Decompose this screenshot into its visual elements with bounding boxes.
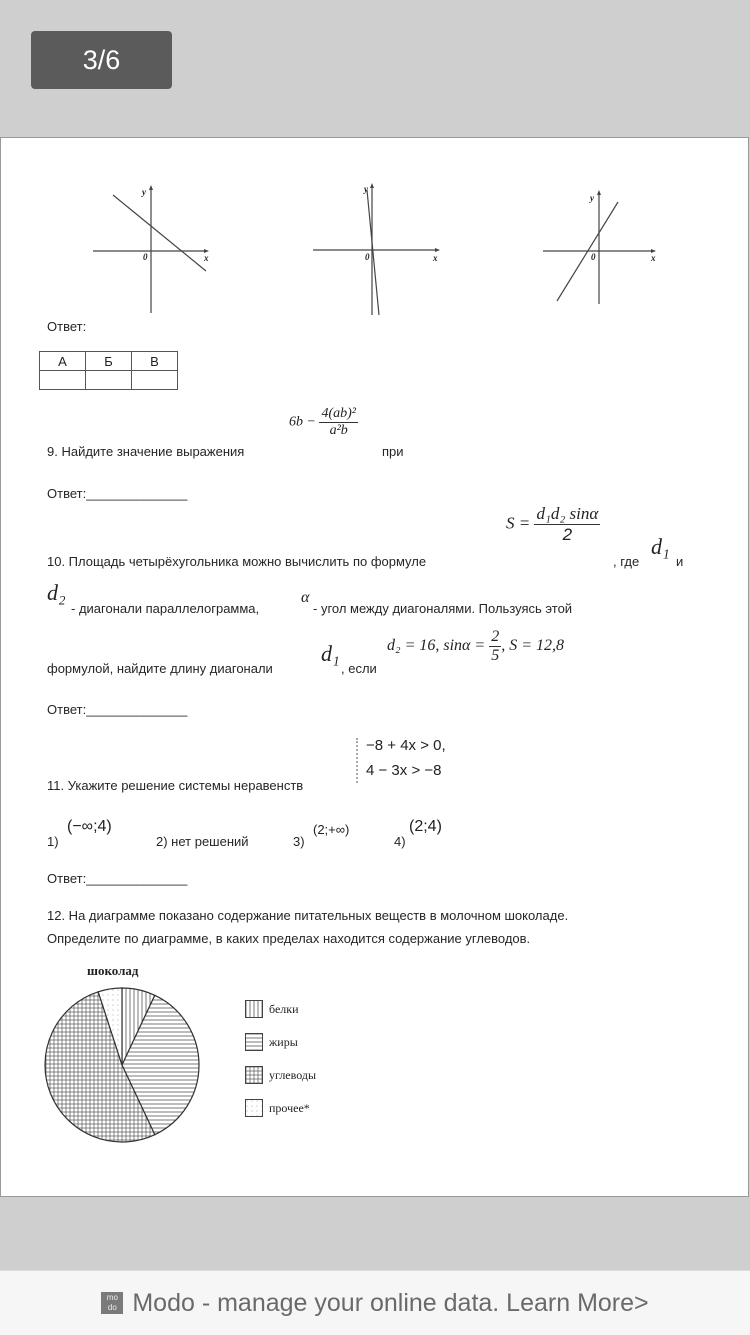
legend-label: жиры [269, 1034, 298, 1049]
inequality-2: 4 − 3x > −8 [366, 762, 442, 779]
cond-tail: , S = 12,8 [501, 637, 565, 655]
option-3-value: (2;+∞) [313, 822, 350, 837]
formula-numerator: d₁d₂ sinα [536, 504, 599, 523]
graph-a [93, 188, 206, 313]
line-graphs [1, 138, 748, 328]
q12-line2: Определите по диаграмме, в каких пределах находится содержание углеводов. [47, 931, 531, 946]
q10-line2b: - угол между диагоналями. Пользуясь этой [313, 601, 573, 616]
header-v: В [132, 352, 178, 371]
q10-alpha: α [301, 589, 310, 606]
q10-line2a: - диагонали параллелограмма, [71, 601, 260, 616]
legend-swatch [245, 1033, 263, 1051]
q10-d1: d₁ [321, 641, 340, 666]
legend-item-carbs [245, 1066, 316, 1084]
page-indicator[interactable]: 3/6 [31, 31, 172, 89]
legend-label: углеводы [269, 1067, 317, 1082]
pie-chart [41, 983, 206, 1148]
ad-banner[interactable] [0, 1270, 750, 1335]
q9-answer: Ответ:______________ [47, 486, 188, 501]
option-1-value: (−∞;4) [67, 818, 112, 835]
y-axis-label: y [590, 193, 594, 203]
q11-text: 11. Укажите решение системы неравенств [47, 778, 304, 793]
option-2: 2) нет решений [156, 834, 249, 849]
legend-label: прочее* [269, 1100, 310, 1115]
header-b: Б [86, 352, 132, 371]
legend-swatch [245, 1099, 263, 1117]
document-page [0, 137, 749, 1197]
graph-b [313, 186, 437, 315]
graph-c [543, 193, 653, 304]
expr-denominator: a²b [329, 423, 348, 438]
cond-numerator: 2 [491, 628, 500, 645]
modo-logo-icon [101, 1292, 123, 1314]
legend-label: белки [269, 1001, 299, 1016]
answer-table [39, 351, 178, 390]
q10-line1: 10. Площадь четырёхугольника можно вычислить по формуле [47, 554, 427, 569]
option-3-label: 3) [293, 834, 305, 849]
q10-condition [387, 628, 564, 665]
cond-lead: d₂ = 16, sinα = [387, 637, 486, 655]
option-1-label: 1) [47, 834, 59, 849]
q9-text: 9. Найдите значение выражения [47, 444, 245, 459]
expr-lead: 6b − [289, 414, 316, 430]
legend-item-other [245, 1099, 310, 1117]
chart-title: шоколад [87, 963, 139, 978]
formula-lead: S = [506, 513, 531, 533]
legend-swatch [245, 1066, 263, 1084]
legend-item-proteins [245, 1000, 299, 1018]
q10-where: , где [613, 554, 640, 569]
header-a: А [40, 352, 86, 371]
cond-denominator: 5 [491, 647, 500, 664]
answer-label: Ответ: [47, 319, 87, 334]
q10-line3: формулой, найдите длину диагонали [47, 661, 273, 676]
y-axis-label: y [364, 184, 368, 194]
system-brace [356, 738, 362, 783]
q9-expression [289, 406, 358, 439]
option-4-label: 4) [394, 834, 406, 849]
answer-cell-b[interactable] [86, 371, 132, 390]
origin-label: 0 [591, 252, 596, 262]
inequality-1: −8 + 4x > 0, [366, 737, 446, 754]
legend-swatch [245, 1000, 263, 1018]
q9-after: при [382, 444, 404, 459]
origin-label: 0 [365, 252, 370, 262]
formula-denominator: 2 [562, 525, 573, 544]
q10-if: , если [341, 661, 377, 676]
x-axis-label: x [204, 253, 209, 263]
x-axis-label: x [651, 253, 656, 263]
legend-item-fats [245, 1033, 298, 1051]
option-4-value: (2;4) [409, 818, 442, 835]
y-axis-label: y [142, 187, 146, 197]
x-axis-label: x [433, 253, 438, 263]
q12-line1: 12. На диаграмме показано содержание питательных веществ в молочном шоколаде. [47, 908, 569, 923]
answer-cell-v[interactable] [132, 371, 178, 390]
answer-cell-a[interactable] [40, 371, 86, 390]
q10-and: и [676, 554, 684, 569]
q11-answer: Ответ:______________ [47, 871, 188, 886]
q10-formula [506, 504, 600, 545]
expr-numerator: 4(ab)² [321, 406, 356, 421]
q10-answer: Ответ:______________ [47, 702, 188, 717]
logo-text: modo [106, 1293, 118, 1312]
origin-label: 0 [143, 252, 148, 262]
q10-d1: d₁ [651, 534, 670, 559]
q10-d2: d₂ [47, 580, 66, 605]
banner-text[interactable]: Modo - manage your online data. Learn More> [132, 1288, 649, 1317]
